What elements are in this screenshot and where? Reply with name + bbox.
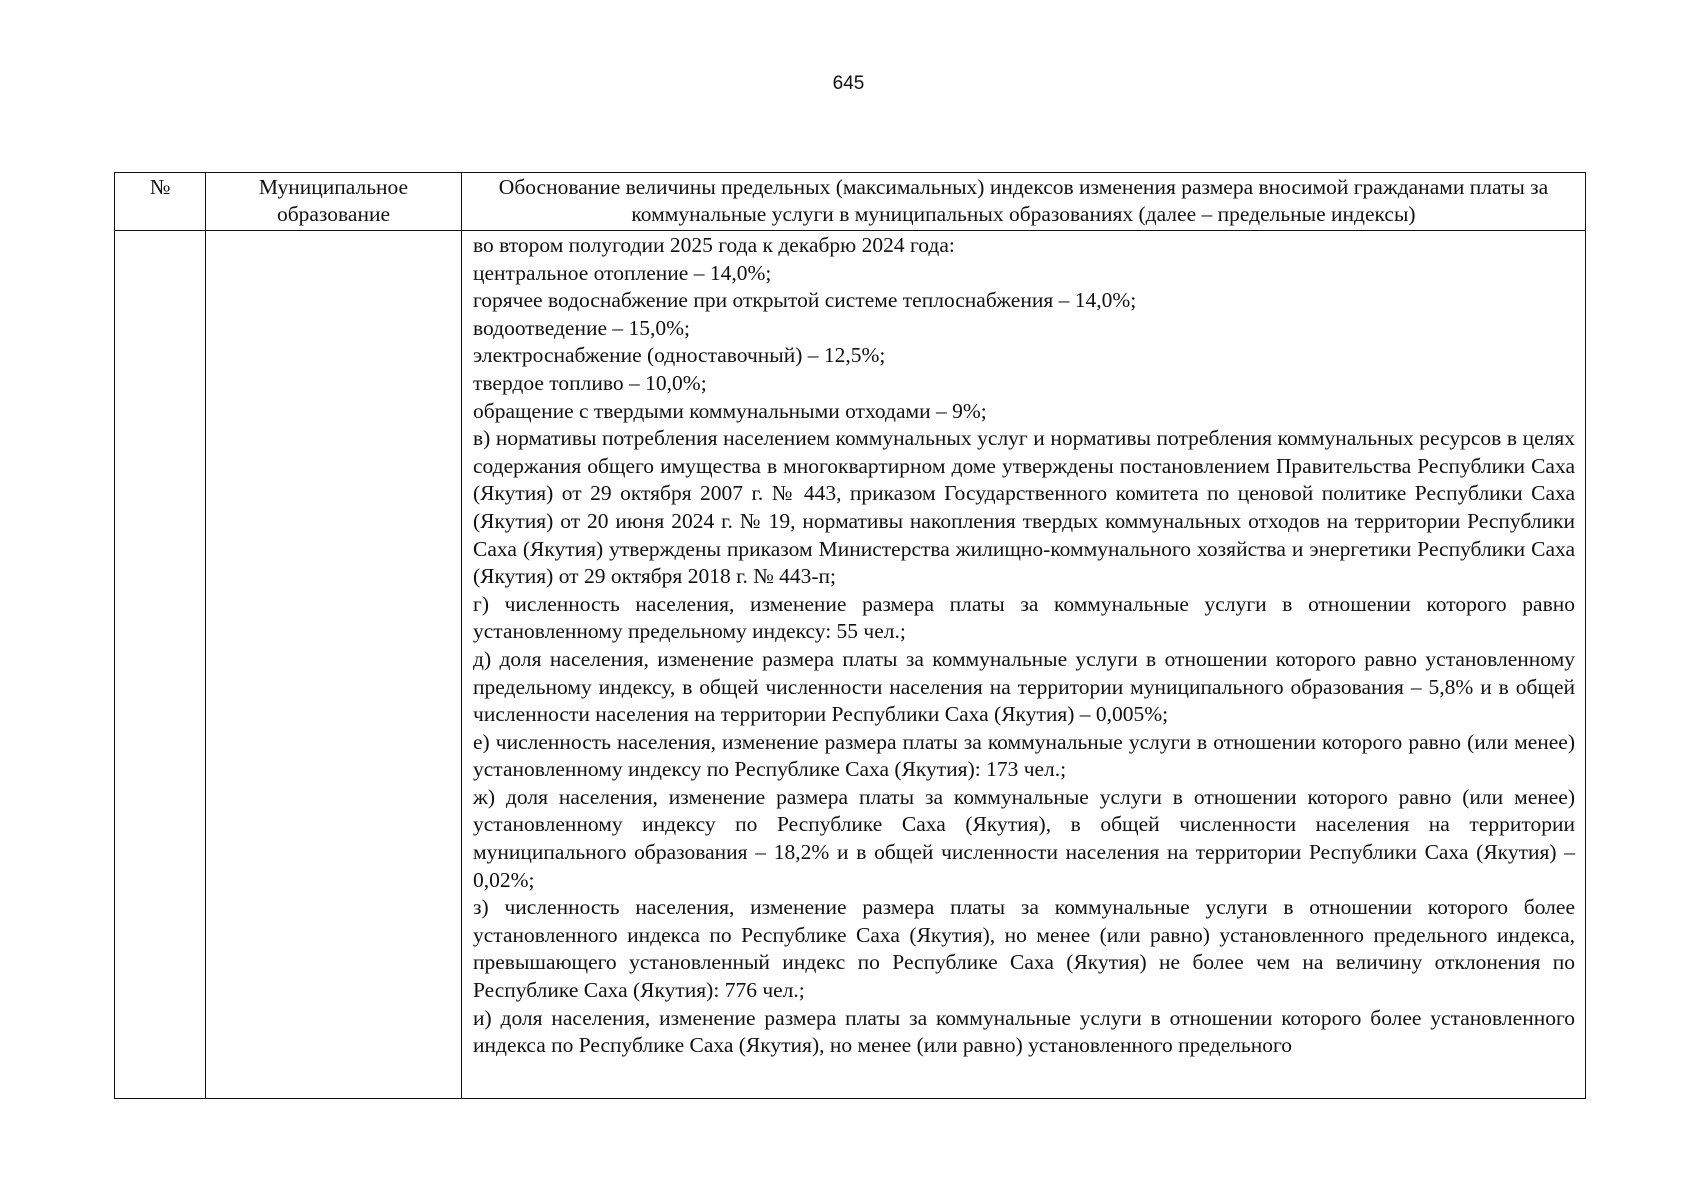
paragraph: ж) доля населения, изменение размера платы за коммунальные услуги в отношении которого равно (или менее) установленному индексу по Республике Саха (Якутия), в общей численности населения на территории муниципального образования – 18,2% и в общей численности населения на территории Республики Саха (Якутия) – 0,02%; — [473, 784, 1575, 892]
cell-number — [115, 231, 206, 1099]
paragraph: обращение с твердыми коммунальными отходами – 9%; — [473, 398, 987, 423]
table-row — [115, 231, 1586, 1099]
paragraph: е) численность населения, изменение размера платы за коммунальные услуги в отношении которого равно (или менее) установленному индексу по Республике Саха (Якутия): 173 чел.; — [473, 729, 1575, 782]
header-justification: Обоснование величины предельных (максимальных) индексов изменения размера вносимой гражданами платы за коммунальные услуги в муниципальных образованиях (далее – предельные индексы) — [462, 173, 1586, 231]
cell-municipality — [206, 231, 462, 1099]
cell-justification — [462, 231, 1586, 1099]
page-number: 645 — [832, 73, 865, 94]
paragraph: во втором полугодии 2025 года к декабрю 2024 года: — [473, 233, 955, 257]
justification-table — [114, 172, 1586, 1099]
paragraph: в) нормативы потребления населением коммунальных услуг и нормативы потребления коммунальных ресурсов в целях содержания общего имущества в многоквартирном доме утверждены постановлением Правительства Республики Саха (Якутия) от 29 октября 2007 г. № 443, приказом Государственного комитета по ценовой политике Республики Саха (Якутия) от 20 июня 2024 г. № 19, нормативы накопления твердых коммунальных отходов на территории Республики Саха (Якутия) утверждены приказом Министерства жилищно-коммунального хозяйства и энергетики Республики Саха (Якутия) от 29 октября 2018 г. № 443-п; — [473, 426, 1575, 589]
paragraph: электроснабжение (одноставочный) – 12,5%; — [473, 343, 886, 368]
paragraph: и) доля населения, изменение размера платы за коммунальные услуги в отношении которого более установленного индекса по Республике Саха (Якутия), но менее (или равно) установленного предельного — [473, 1005, 1575, 1058]
paragraph: з) численность населения, изменение размера платы за коммунальные услуги в отношении которого более установленного индекса по Республике Саха (Якутия), но менее (или равно) установленного предельного индекса, превышающего установленный индекс по Республике Саха (Якутия) не более чем на величину отклонения по Республике Саха (Якутия): 776 чел.; — [473, 895, 1575, 1003]
paragraph: д) доля населения, изменение размера платы за коммунальные услуги в отношении которого равно установленному предельному индексу, в общей численности населения на территории муниципального образования – 5,8% и в общей численности населения на территории Республики Саха (Якутия) – 0,005%; — [473, 646, 1575, 727]
header-municipality: Муниципальное образование — [206, 173, 462, 231]
paragraph: г) численность населения, изменение размера платы за коммунальные услуги в отношении которого равно установленному предельному индексу: 55 чел.; — [473, 591, 1575, 644]
paragraph: горячее водоснабжение при открытой системе теплоснабжения – 14,0%; — [473, 288, 1137, 313]
table-header-row — [115, 173, 1586, 231]
paragraph: твердое топливо – 10,0%; — [473, 370, 707, 395]
paragraph: центральное отопление – 14,0%; — [473, 260, 772, 285]
paragraph: водоотведение – 15,0%; — [473, 315, 691, 340]
header-number: № — [115, 173, 206, 231]
